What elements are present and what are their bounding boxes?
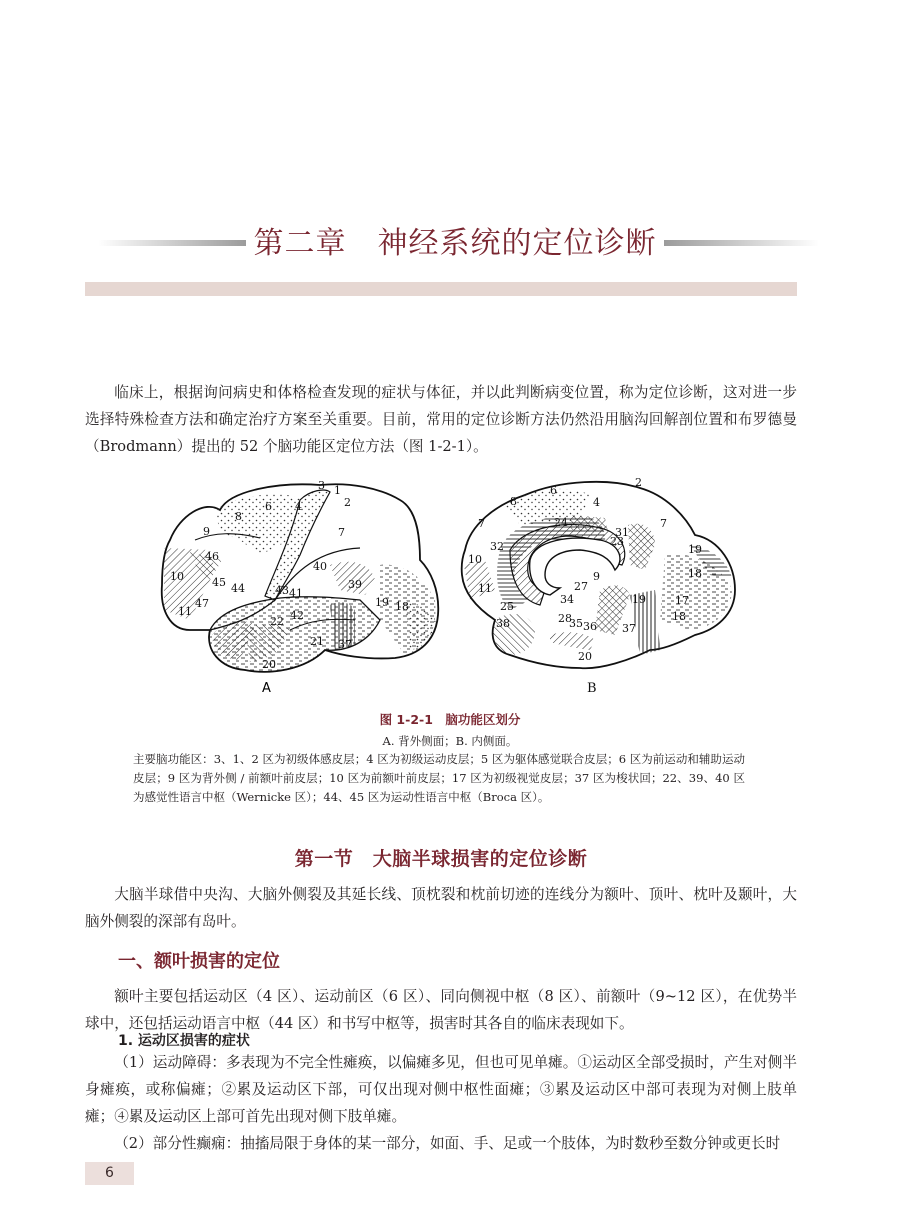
svg-text:19: 19	[375, 596, 389, 609]
brain-figure	[150, 470, 750, 700]
svg-text:43: 43	[275, 584, 289, 597]
svg-text:10: 10	[468, 553, 482, 566]
svg-text:11: 11	[478, 582, 492, 595]
chapter-title: 第二章 神经系统的定位诊断	[253, 226, 657, 261]
subsection-title: 一、额叶损害的定位	[118, 951, 280, 972]
intro-paragraph: 临床上，根据询问病史和体格检查发现的症状与体征，并以此判断病变位置，称为定位诊断，这对进一步选择特殊检查方法和确定治疗方案至关重要。目前，常用的定位诊断方法仍然沿用脑沟回解剖位置和布罗德曼（Brodmann）提出的 52 个脑功能区定位方法（图 1-2-1）。	[85, 384, 797, 455]
section-paragraph: 大脑半球借中央沟、大脑外侧裂及其延长线、顶枕裂和枕前切迹的连线分为额叶、顶叶、枕叶及颞叶，大脑外侧裂的深部有岛叶。	[85, 886, 797, 930]
svg-text:7: 7	[660, 517, 667, 530]
svg-text:36: 36	[583, 620, 597, 633]
brain-diagrams	[150, 470, 750, 700]
svg-text:38: 38	[496, 617, 510, 630]
svg-text:8: 8	[235, 510, 242, 523]
svg-text:42: 42	[290, 609, 304, 622]
svg-text:46: 46	[205, 550, 219, 563]
panel-a-lateral	[162, 479, 439, 696]
section-title: 第一节 大脑半球损害的定位诊断	[294, 848, 588, 870]
svg-text:10: 10	[170, 570, 184, 583]
svg-text:45: 45	[212, 576, 226, 589]
item1-title: 1. 运动区损害的症状	[118, 1033, 250, 1049]
panel-a-label: A	[262, 681, 271, 696]
header-rule-left	[98, 240, 246, 246]
svg-text:18: 18	[688, 567, 702, 580]
svg-text:2: 2	[635, 476, 642, 489]
svg-text:37: 37	[622, 622, 636, 635]
page-number: 6	[85, 1162, 134, 1185]
svg-text:19: 19	[688, 543, 702, 556]
svg-text:4: 4	[295, 500, 302, 513]
svg-text:20: 20	[578, 650, 592, 663]
svg-text:8: 8	[510, 495, 517, 508]
svg-text:28: 28	[558, 612, 572, 625]
svg-text:3: 3	[318, 479, 325, 492]
panel-b-label: B	[587, 681, 597, 696]
svg-text:6: 6	[265, 500, 272, 513]
title-band	[85, 282, 797, 296]
svg-text:32: 32	[490, 540, 504, 553]
svg-text:1: 1	[334, 484, 341, 497]
svg-text:7: 7	[478, 517, 485, 530]
svg-text:37: 37	[338, 638, 352, 651]
svg-text:2: 2	[344, 496, 351, 509]
svg-text:9: 9	[203, 525, 210, 538]
svg-text:6: 6	[550, 484, 557, 497]
svg-text:17: 17	[675, 594, 689, 607]
figure-caption: 图 1-2-1 脑功能区划分	[379, 712, 521, 727]
svg-text:31: 31	[615, 526, 629, 539]
svg-text:27: 27	[574, 580, 588, 593]
svg-text:25: 25	[500, 600, 514, 613]
svg-text:20: 20	[262, 658, 276, 671]
svg-text:39: 39	[348, 578, 362, 591]
svg-text:41: 41	[289, 587, 303, 600]
item1-paragraph-2: （2）部分性癫痫：抽搐局限于身体的某一部分，如面、手、足或一个肢体，为时数秒至数分钟或更长时	[114, 1135, 781, 1152]
svg-text:11: 11	[178, 605, 192, 618]
svg-text:7: 7	[338, 526, 345, 539]
item1-paragraph-1: （1）运动障碍：多表现为不完全性瘫痪，以偏瘫多见，但也可见单瘫。①运动区全部受损时，产生对侧半身瘫痪，或称偏瘫；②累及运动区下部，可仅出现对侧中枢性面瘫；③累及运动区中部可表现为对侧上肢单瘫；④累及运动区上部可首先出现对侧下肢单瘫。	[85, 1054, 797, 1125]
svg-text:23: 23	[610, 535, 624, 548]
svg-text:24: 24	[554, 516, 568, 529]
svg-text:21: 21	[310, 635, 324, 648]
svg-text:47: 47	[195, 597, 209, 610]
svg-text:40: 40	[313, 560, 327, 573]
svg-text:18: 18	[672, 610, 686, 623]
figure-note: 主要脑功能区：3、1、2 区为初级体感皮层；4 区为初级运动皮层；5 区为躯体感觉联合皮层；6 区为前运动和辅助运动皮层；9 区为背外侧 / 前额叶前皮层；10 区为前额叶前皮层；17 区为初级视觉皮层；37 区为梭状回；22、39、40 区为感觉性语言中枢（Wernicke 区）；44、45 区为运动性语言中枢（Broca 区）。	[133, 752, 745, 804]
svg-text:4: 4	[593, 496, 600, 509]
figure-subcaption: A. 背外侧面；B. 内侧面。	[382, 734, 518, 748]
svg-text:22: 22	[270, 615, 284, 628]
svg-text:34: 34	[560, 593, 574, 606]
svg-text:9: 9	[593, 570, 600, 583]
header-rule-right	[664, 240, 819, 246]
subsection-paragraph: 额叶主要包括运动区（4 区）、运动前区（6 区）、同向侧视中枢（8 区）、前额叶（9~12 区），在优势半球中，还包括运动语言中枢（44 区）和书写中枢等，损害时其各自的临床表现如下。	[85, 988, 797, 1032]
svg-text:18: 18	[395, 600, 409, 613]
svg-text:35: 35	[569, 617, 583, 630]
svg-text:19: 19	[632, 593, 646, 606]
panel-b-medial	[462, 476, 735, 696]
svg-text:44: 44	[231, 582, 245, 595]
